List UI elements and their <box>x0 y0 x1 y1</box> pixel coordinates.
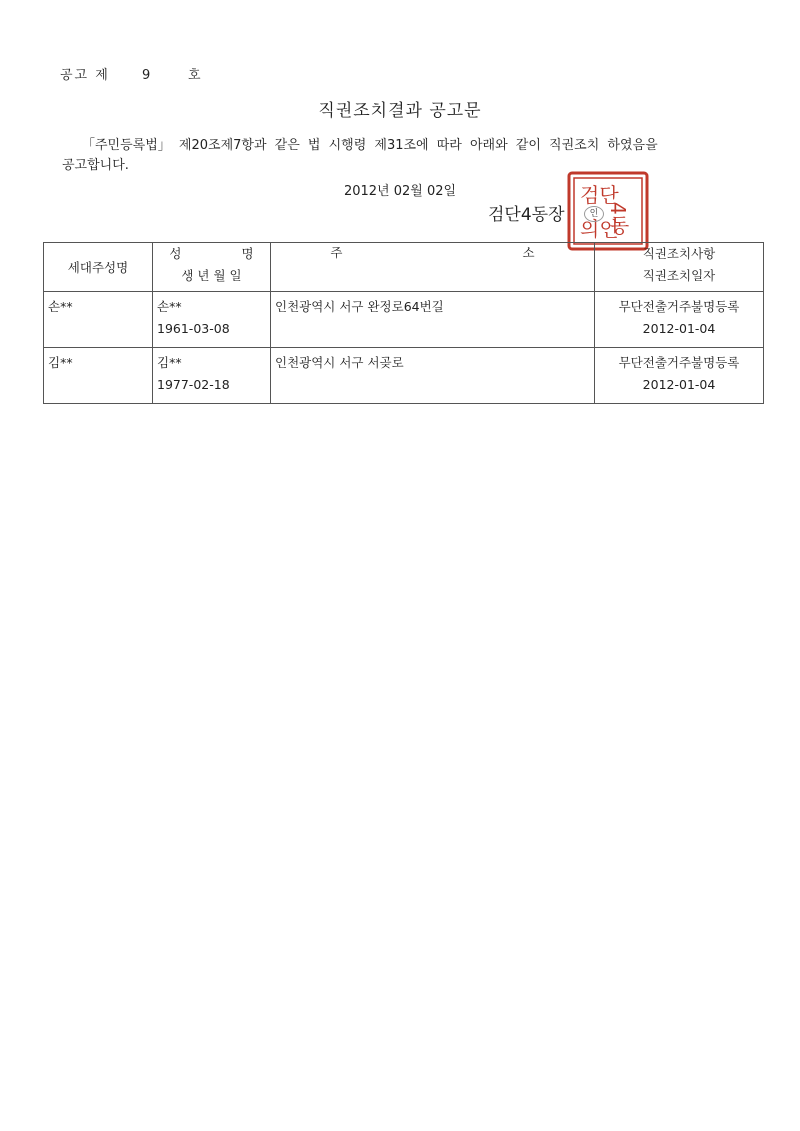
birth-date: 1961-03-08 <box>157 321 230 336</box>
header-address <box>271 243 595 292</box>
cell-name-birth <box>153 292 271 348</box>
header-address-right: 소 <box>522 245 535 260</box>
name-birth-block <box>153 348 270 396</box>
cell-name-birth <box>153 348 271 404</box>
cell-address <box>271 292 595 348</box>
notice-number-suffix: 호 <box>188 68 202 83</box>
household-head-text: 김** <box>48 355 73 370</box>
notice-number-value: 9 <box>142 68 152 83</box>
address-text: 인천광역시 서구 서곶로 <box>275 355 404 370</box>
notice-body-line-1: 「주민등록법」 제20조제7항과 같은 법 시행령 제31조에 따라 아래와 같이 직권조치 하였음을 <box>82 138 658 153</box>
seal-line-3: 의인 <box>580 217 619 241</box>
seal-line-2: 4동 <box>606 202 630 235</box>
action-block <box>595 292 763 340</box>
notice-number <box>60 64 202 83</box>
seal-mark-icon: 인 <box>584 206 604 222</box>
header-name-birth <box>153 243 271 292</box>
cell-household-head <box>44 348 153 404</box>
action-block <box>595 348 763 396</box>
person-name: 손** <box>157 299 182 314</box>
table-header-row <box>44 243 764 292</box>
cell-action <box>595 348 764 404</box>
header-name-right: 명 <box>241 246 254 261</box>
cell-address <box>271 348 595 404</box>
notice-date: 2012년 02월 02일 <box>343 184 457 199</box>
notice-number-prefix: 공고 제 <box>60 68 110 83</box>
action-date: 2012-01-04 <box>642 321 716 336</box>
action-item: 무단전출거주불명등록 <box>618 355 740 370</box>
header-action-date: 직권조치일자 <box>642 268 716 283</box>
person-name: 김** <box>157 355 182 370</box>
seal-line-1: 검단 <box>580 183 619 207</box>
notice-body-line-2: 공고합니다. <box>62 158 129 173</box>
action-date: 2012-01-04 <box>642 377 716 392</box>
header-household-head: 세대주성명 <box>44 243 153 292</box>
page-title: 직권조치결과 공고문 <box>318 101 482 121</box>
header-birth: 생 년 월 일 <box>181 268 242 283</box>
header-action <box>595 243 764 292</box>
action-item: 무단전출거주불명등록 <box>618 299 740 314</box>
address-text: 인천광역시 서구 완정로64번길 <box>275 299 444 314</box>
header-name-left: 성 <box>169 246 182 261</box>
cell-household-head <box>44 292 153 348</box>
official-seal-stamp <box>566 170 650 252</box>
table-row <box>44 292 764 348</box>
table-row <box>44 348 764 404</box>
header-address-left: 주 <box>330 245 343 260</box>
household-head-text: 손** <box>48 299 73 314</box>
birth-date: 1977-02-18 <box>157 377 230 392</box>
name-birth-block <box>153 292 270 340</box>
records-table <box>43 242 764 404</box>
issuer-name: 검단4동장 <box>488 205 565 225</box>
cell-action <box>595 292 764 348</box>
header-action-item: 직권조치사항 <box>642 246 716 261</box>
header-name <box>153 243 270 265</box>
